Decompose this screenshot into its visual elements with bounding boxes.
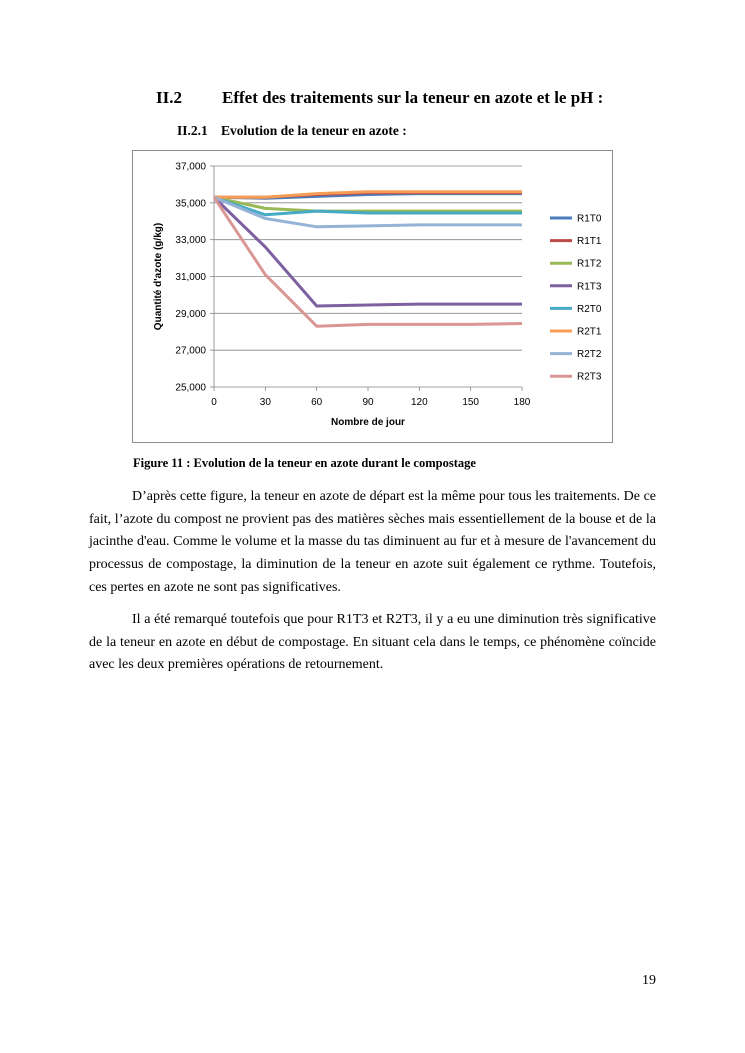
legend-label-r1t0: R1T0 [577,213,602,225]
nitrogen-chart [132,150,613,443]
x-axis-label: Nombre de jour [331,417,405,428]
x-tick-label: 180 [513,397,531,408]
y-tick-label: 25,000 [175,382,206,394]
legend-label-r2t3: R2T3 [577,371,602,383]
subsection-heading [177,123,407,139]
section-number: II.2 [156,88,182,107]
legend-label-r1t3: R1T3 [577,281,602,293]
section-title: Effet des traitements sur la teneur en azote et le pH : [222,88,604,107]
y-tick-label: 29,000 [175,308,206,320]
y-tick-label: 33,000 [175,235,206,247]
y-axis-label: Quantité d'azote (g/kg) [153,222,164,331]
figure-caption: Figure 11 : Evolution de la teneur en azote durant le compostage [133,456,476,470]
y-tick-label: 27,000 [175,345,206,357]
legend-label-r2t2: R2T2 [577,349,602,361]
subsection-title: Evolution de la teneur en azote : [221,123,407,138]
y-tick-label: 31,000 [175,272,206,283]
legend-label-r2t0: R2T0 [577,303,602,315]
paragraph-2: Il a été remarqué toutefois que pour R1T3 et R2T3, il y a eu une diminution très significative de la teneur en azote en début de compostage. En situant cela dans le temps, ce phénomène coïncide avec les deux premières opérations de retournement. [89,612,656,673]
x-tick-label: 90 [362,397,374,408]
legend-label-r2t1: R2T1 [577,326,602,338]
x-tick-label: 120 [410,397,428,408]
page-number: 19 [642,973,656,988]
subsection-number: II.2.1 [177,123,208,138]
x-tick-label: 150 [462,397,480,408]
legend-label-r1t2: R1T2 [577,258,602,270]
x-tick-label: 30 [259,397,271,408]
legend-label-r1t1: R1T1 [577,236,602,248]
section-heading [156,88,603,108]
x-tick-label: 0 [211,397,217,408]
y-tick-label: 37,000 [175,161,206,173]
x-tick-label: 60 [311,397,323,408]
y-tick-label: 35,000 [175,198,206,210]
chart-canvas [133,151,614,444]
paragraph-1: D’après cette figure, la teneur en azote de départ est la même pour tous les traitements. De ce fait, l’azote du compost ne provient pas des matières sèches mais essentiellement de la bouse et de la jacinthe d'eau. Comme le volume et la masse du tas diminuent au fur et à mesure de l'avancement du processus de compostage, la diminution de la teneur en azote suit également ce rythme. Toutefois, ces pertes en azote ne sont pas significatives. [89,489,656,595]
